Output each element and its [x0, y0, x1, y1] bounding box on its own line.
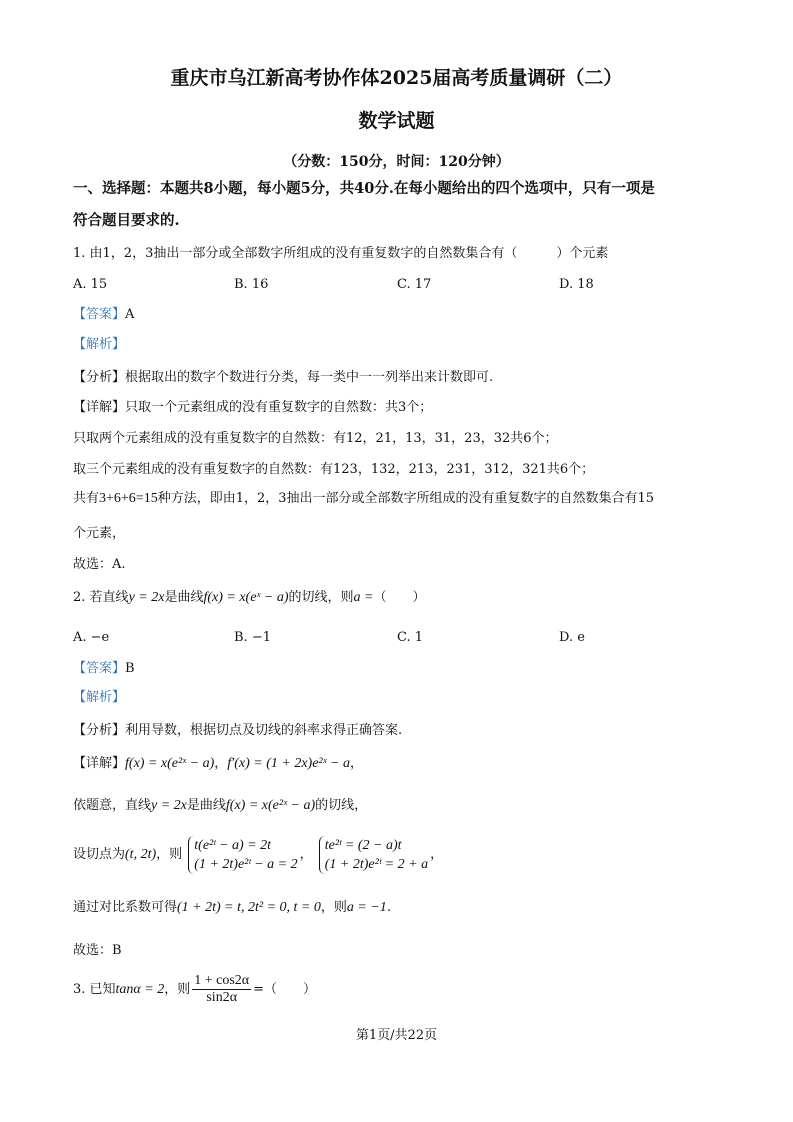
exam-title: 重庆市乌江新高考协作体2025届高考质量调研（二）	[170, 67, 623, 89]
q1-option-d: D. 18	[559, 277, 594, 292]
q2-sys2-eq1: te²ᵗ = (2 − a)t	[324, 837, 402, 853]
detail-tag: 【详解】	[73, 756, 126, 771]
q2-stem-a: 若直线	[89, 590, 129, 605]
q2-tangent-point: (t, 2t)	[125, 847, 157, 862]
q2-option-c: C. 1	[397, 630, 424, 645]
q2-stem-b: 是曲线	[164, 590, 204, 605]
q3-fraction	[192, 973, 251, 1006]
q1-fenxi	[73, 369, 493, 387]
q2-result: a = −1	[346, 900, 387, 915]
q2-analysis	[73, 689, 125, 707]
q1-answer-value: A	[125, 307, 135, 322]
q2-derivative: f′(x) = (1 + 2x)e²ˣ − a	[227, 756, 350, 771]
q2-answer	[73, 660, 135, 678]
q2-fenxi	[73, 722, 402, 740]
q2-d2-c: 的切线，	[315, 798, 368, 813]
analysis-tag: 【解析】	[73, 337, 126, 352]
score-time: （分数：150分，时间：120分钟）	[283, 154, 510, 170]
q2-choose-value: B	[112, 943, 122, 958]
q1-fenxi-text: 根据取出的数字个数进行分类，每一类中一一列举出来计数即可.	[125, 370, 494, 385]
q1-choose	[73, 556, 126, 574]
q2-d4-a: 通过对比系数可得	[73, 900, 178, 915]
q1-detail-4-pre: 共有	[73, 491, 100, 506]
choose-prefix: 故选：	[73, 943, 113, 958]
q2-detail-1: 【详解】f(x) = x(e²ˣ − a)，f′(x) = (1 + 2x)e²ˣ − a，	[73, 756, 364, 771]
q2-paren: （ ）	[373, 590, 426, 605]
q1-sum-formula: 3+6+6=15	[99, 491, 158, 506]
q2-coefficients: (1 + 2t) = t, 2t² = 0, t = 0	[177, 900, 321, 915]
q2-d2-a: 依题意，直线	[73, 798, 152, 813]
fenxi-tag: 【分析】	[73, 370, 126, 385]
section-heading-line2: 符合题目要求的.	[73, 212, 180, 229]
q3-stem-b: ，则	[164, 982, 191, 997]
q3-given: tanα = 2	[115, 982, 165, 997]
section-heading-line1: 一、选择题：本题共8小题，每小题5分，共40分.在每小题给出的四个选项中，只有一项是	[73, 180, 655, 197]
q2-function: f(x) = x(e²ˣ − a)	[125, 756, 215, 771]
q1-detail-5: 个元素，	[73, 526, 126, 541]
exam-subtitle: 数学试题	[358, 110, 435, 132]
q2-sys2-eq2: (1 + 2t)e²ᵗ = 2 + a	[324, 856, 429, 872]
q2-sys1-eq2: (1 + 2t)e²ᵗ − a = 2	[194, 856, 298, 872]
q1-detail-1-text: 只取一个元素组成的没有重复数字的自然数：共3个；	[125, 400, 433, 415]
q2-d2-line: y = 2x	[151, 798, 187, 813]
q1-stem: 1. 由1，2，3抽出一部分或全部数字所组成的没有重复数字的自然数集合有（ ）个元素	[73, 246, 609, 261]
q2-option-d: D. e	[559, 630, 585, 645]
q3-stem	[73, 972, 316, 1008]
q2-number: 2.	[73, 590, 86, 605]
fenxi-tag: 【分析】	[73, 723, 126, 738]
q1-detail-3: 取三个元素组成的没有重复数字的自然数：有123，132，213，231，312，321共6个；	[73, 462, 595, 477]
q1-option-a: A. 15	[73, 277, 108, 292]
q1-option-c: C. 17	[397, 277, 432, 292]
q2-equation-system-2	[319, 836, 428, 874]
q2-option-b: B. −1	[234, 630, 271, 645]
q1-option-b: B. 16	[234, 277, 269, 292]
q1-analysis	[73, 336, 125, 354]
q2-sys1-eq1: t(e²ᵗ − a) = 2t	[194, 837, 272, 853]
q3-denominator: sin2α	[206, 990, 238, 1005]
q2-detail-4: 通过对比系数可得(1 + 2t) = t, 2t² = 0, t = 0，则a = −1.	[73, 900, 391, 915]
q1-choose-value: A.	[112, 557, 126, 572]
q2-d2-curve: f(x) = x(e²ˣ − a)	[225, 798, 316, 813]
q2-d4-b: ，则	[320, 900, 347, 915]
analysis-tag: 【解析】	[73, 690, 126, 705]
page-footer: 第1页/共22页	[355, 1028, 438, 1043]
q2-d3-a: 设切点为	[73, 847, 126, 862]
q2-curve-eq: f(x) = x(eˣ − a)	[203, 590, 289, 605]
detail-tag: 【详解】	[73, 400, 126, 415]
q2-detail-2	[73, 797, 367, 815]
q2-d3-b: ，则	[156, 847, 183, 862]
q2-stem	[73, 589, 425, 607]
q2-option-a: A. −e	[73, 630, 110, 645]
q2-stem-c: 的切线，则	[288, 590, 354, 605]
q2-d2-b: 是曲线	[186, 798, 226, 813]
q1-detail-4	[73, 490, 654, 508]
q1-detail-4-post: 种方法，即由1，2，3抽出一部分或全部数字所组成的没有重复数字的自然数集合有15	[157, 491, 655, 506]
q2-answer-value: B	[125, 661, 135, 676]
q2-fenxi-text: 利用导数，根据切点及切线的斜率求得正确答案.	[125, 723, 403, 738]
q2-choose	[73, 942, 122, 960]
q1-detail-1	[73, 399, 432, 417]
q3-numerator: 1 + cos2α	[194, 973, 250, 988]
q2-detail-3: 设切点为(t, 2t)，则 t(e²ᵗ − a) = 2t (1 + 2t)e²ᵗ − a = 2 ， te²ᵗ = (2 − a)t (1 + 2t)e²ᵗ = 2 + a ，	[73, 837, 444, 872]
q3-stem-c: =（ ）	[253, 982, 317, 997]
answer-tag: 【答案】	[73, 661, 126, 676]
q3-stem-a: 3. 已知	[73, 982, 116, 997]
q1-detail-2: 只取两个元素组成的没有重复数字的自然数：有12，21，13，31，23，32共6个；	[73, 431, 558, 446]
choose-prefix: 故选：	[73, 557, 113, 572]
q2-line-eq: y = 2x	[128, 590, 165, 605]
q1-answer	[73, 306, 134, 324]
q2-equation-system-1	[188, 836, 297, 874]
answer-tag: 【答案】	[73, 307, 126, 322]
q2-a-eq: a =	[353, 590, 374, 605]
